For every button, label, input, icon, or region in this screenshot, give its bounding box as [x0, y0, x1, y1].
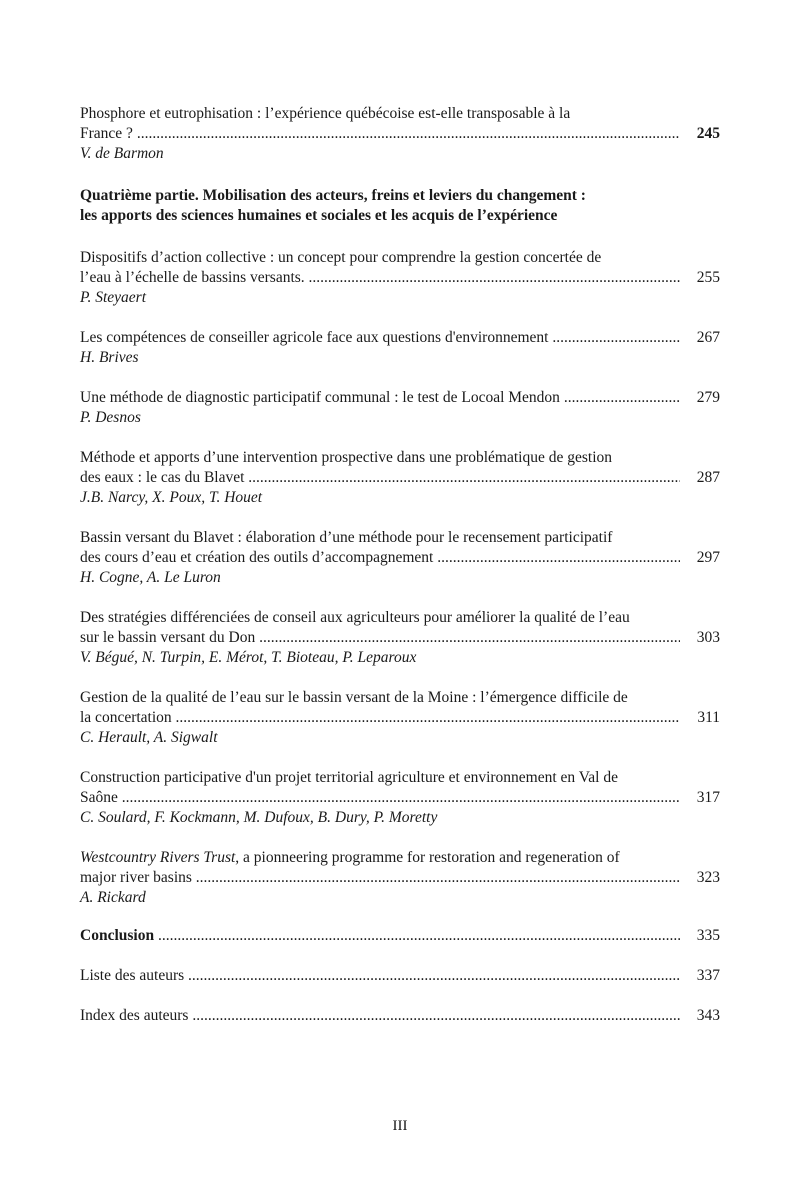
entry-title-line: Index des auteurs ..... [80, 1006, 680, 1026]
page-number: 311 [697, 709, 720, 726]
page-number: 255 [696, 269, 720, 286]
entry-title-line: France ? ..... [80, 124, 680, 144]
entry-authors: P. Desnos [80, 409, 141, 426]
entry-authors: V. Bégué, N. Turpin, E. Mérot, T. Bioteau, P. Leparoux [80, 649, 417, 666]
entry-title-line: Les compétences de conseiller agricole face aux questions d'environnement ..... [80, 328, 680, 348]
entry-authors: A. Rickard [80, 889, 146, 906]
entry-authors: H. Brives [80, 349, 139, 366]
part-heading [80, 186, 720, 226]
toc-entry [80, 328, 720, 368]
entry-title-line: Des stratégies différenciées de conseil aux agriculteurs pour améliorer la qualité de l’eau [80, 609, 630, 626]
entry-title-line: Méthode et apports d’une intervention prospective dans une problématique de gestion [80, 449, 613, 466]
entry-authors: C. Herault, A. Sigwalt [80, 729, 218, 746]
page-number: 245 [696, 125, 720, 142]
toc-entry [80, 688, 720, 748]
entry-title-line: Gestion de la qualité de l’eau sur le bassin versant de la Moine : l’émergence difficile de [80, 689, 628, 706]
toc-entry-liste-auteurs [80, 966, 720, 986]
entry-title-line: Saône ..... [80, 788, 680, 808]
toc-entry-index-auteurs [80, 1006, 720, 1026]
entry-title-line: , a pionneering programme for restoration and regeneration of [235, 849, 620, 866]
page-number: 303 [696, 629, 720, 646]
page-number: 323 [696, 869, 720, 886]
entry-authors: J.B. Narcy, X. Poux, T. Houet [80, 489, 263, 506]
toc-entry [80, 768, 720, 828]
toc-entry [80, 448, 720, 508]
page-number: 287 [696, 469, 720, 486]
toc-entry [80, 848, 720, 908]
toc-entry [80, 388, 720, 428]
conclusion-label: Conclusion [80, 927, 155, 944]
toc-entry [80, 608, 720, 668]
part-heading-line: les apports des sciences humaines et sociales et les acquis de l’expérience [80, 207, 558, 224]
part-heading-line: Quatrième partie. Mobilisation des acteurs, freins et leviers du changement : [80, 187, 586, 204]
toc-entry [80, 248, 720, 308]
entry-authors: C. Soulard, F. Kockmann, M. Dufoux, B. Dury, P. Moretty [80, 809, 438, 826]
entry-title-line: Une méthode de diagnostic participatif communal : le test de Locoal Mendon ..... [80, 388, 680, 408]
entry-title-line: la concertation ..... [80, 708, 680, 728]
entry-title-line: des cours d’eau et création des outils d’accompagnement ..... [80, 548, 680, 568]
page-number: 297 [696, 549, 720, 566]
table-of-contents [80, 104, 720, 1046]
page-number: 267 [696, 329, 720, 346]
entry-title-line: sur le bassin versant du Don ..... [80, 628, 680, 648]
toc-entry [80, 528, 720, 588]
entry-authors: V. de Barmon [80, 145, 164, 162]
page-number: 279 [696, 389, 720, 406]
entry-title-line: Construction participative d'un projet territorial agriculture et environnement en Val de [80, 769, 618, 786]
entry-title-line: major river basins ..... [80, 868, 680, 888]
page-folio: III [392, 1118, 408, 1134]
entry-authors: P. Steyaert [80, 289, 147, 306]
entry-title-line: Bassin versant du Blavet : élaboration d’une méthode pour le recensement participatif [80, 529, 613, 546]
page-number: 343 [696, 1007, 720, 1024]
entry-title-line: Liste des auteurs ..... [80, 966, 680, 986]
entry-title-line: Dispositifs d’action collective : un concept pour comprendre la gestion concertée de [80, 249, 602, 266]
page-number: 317 [696, 789, 720, 806]
page-number: 335 [696, 927, 720, 944]
toc-entry-conclusion [80, 926, 720, 946]
entry-title-line: l’eau à l’échelle de bassins versants. ..... [80, 268, 680, 288]
toc-entry [80, 104, 720, 164]
entry-title-line: des eaux : le cas du Blavet ..... [80, 468, 680, 488]
entry-title-line: Phosphore et eutrophisation : l’expérience québécoise est-elle transposable à la [80, 105, 571, 122]
entry-authors: H. Cogne, A. Le Luron [80, 569, 221, 586]
entry-title-italic: Westcountry Rivers Trust [80, 849, 236, 866]
page-number: 337 [696, 967, 720, 984]
